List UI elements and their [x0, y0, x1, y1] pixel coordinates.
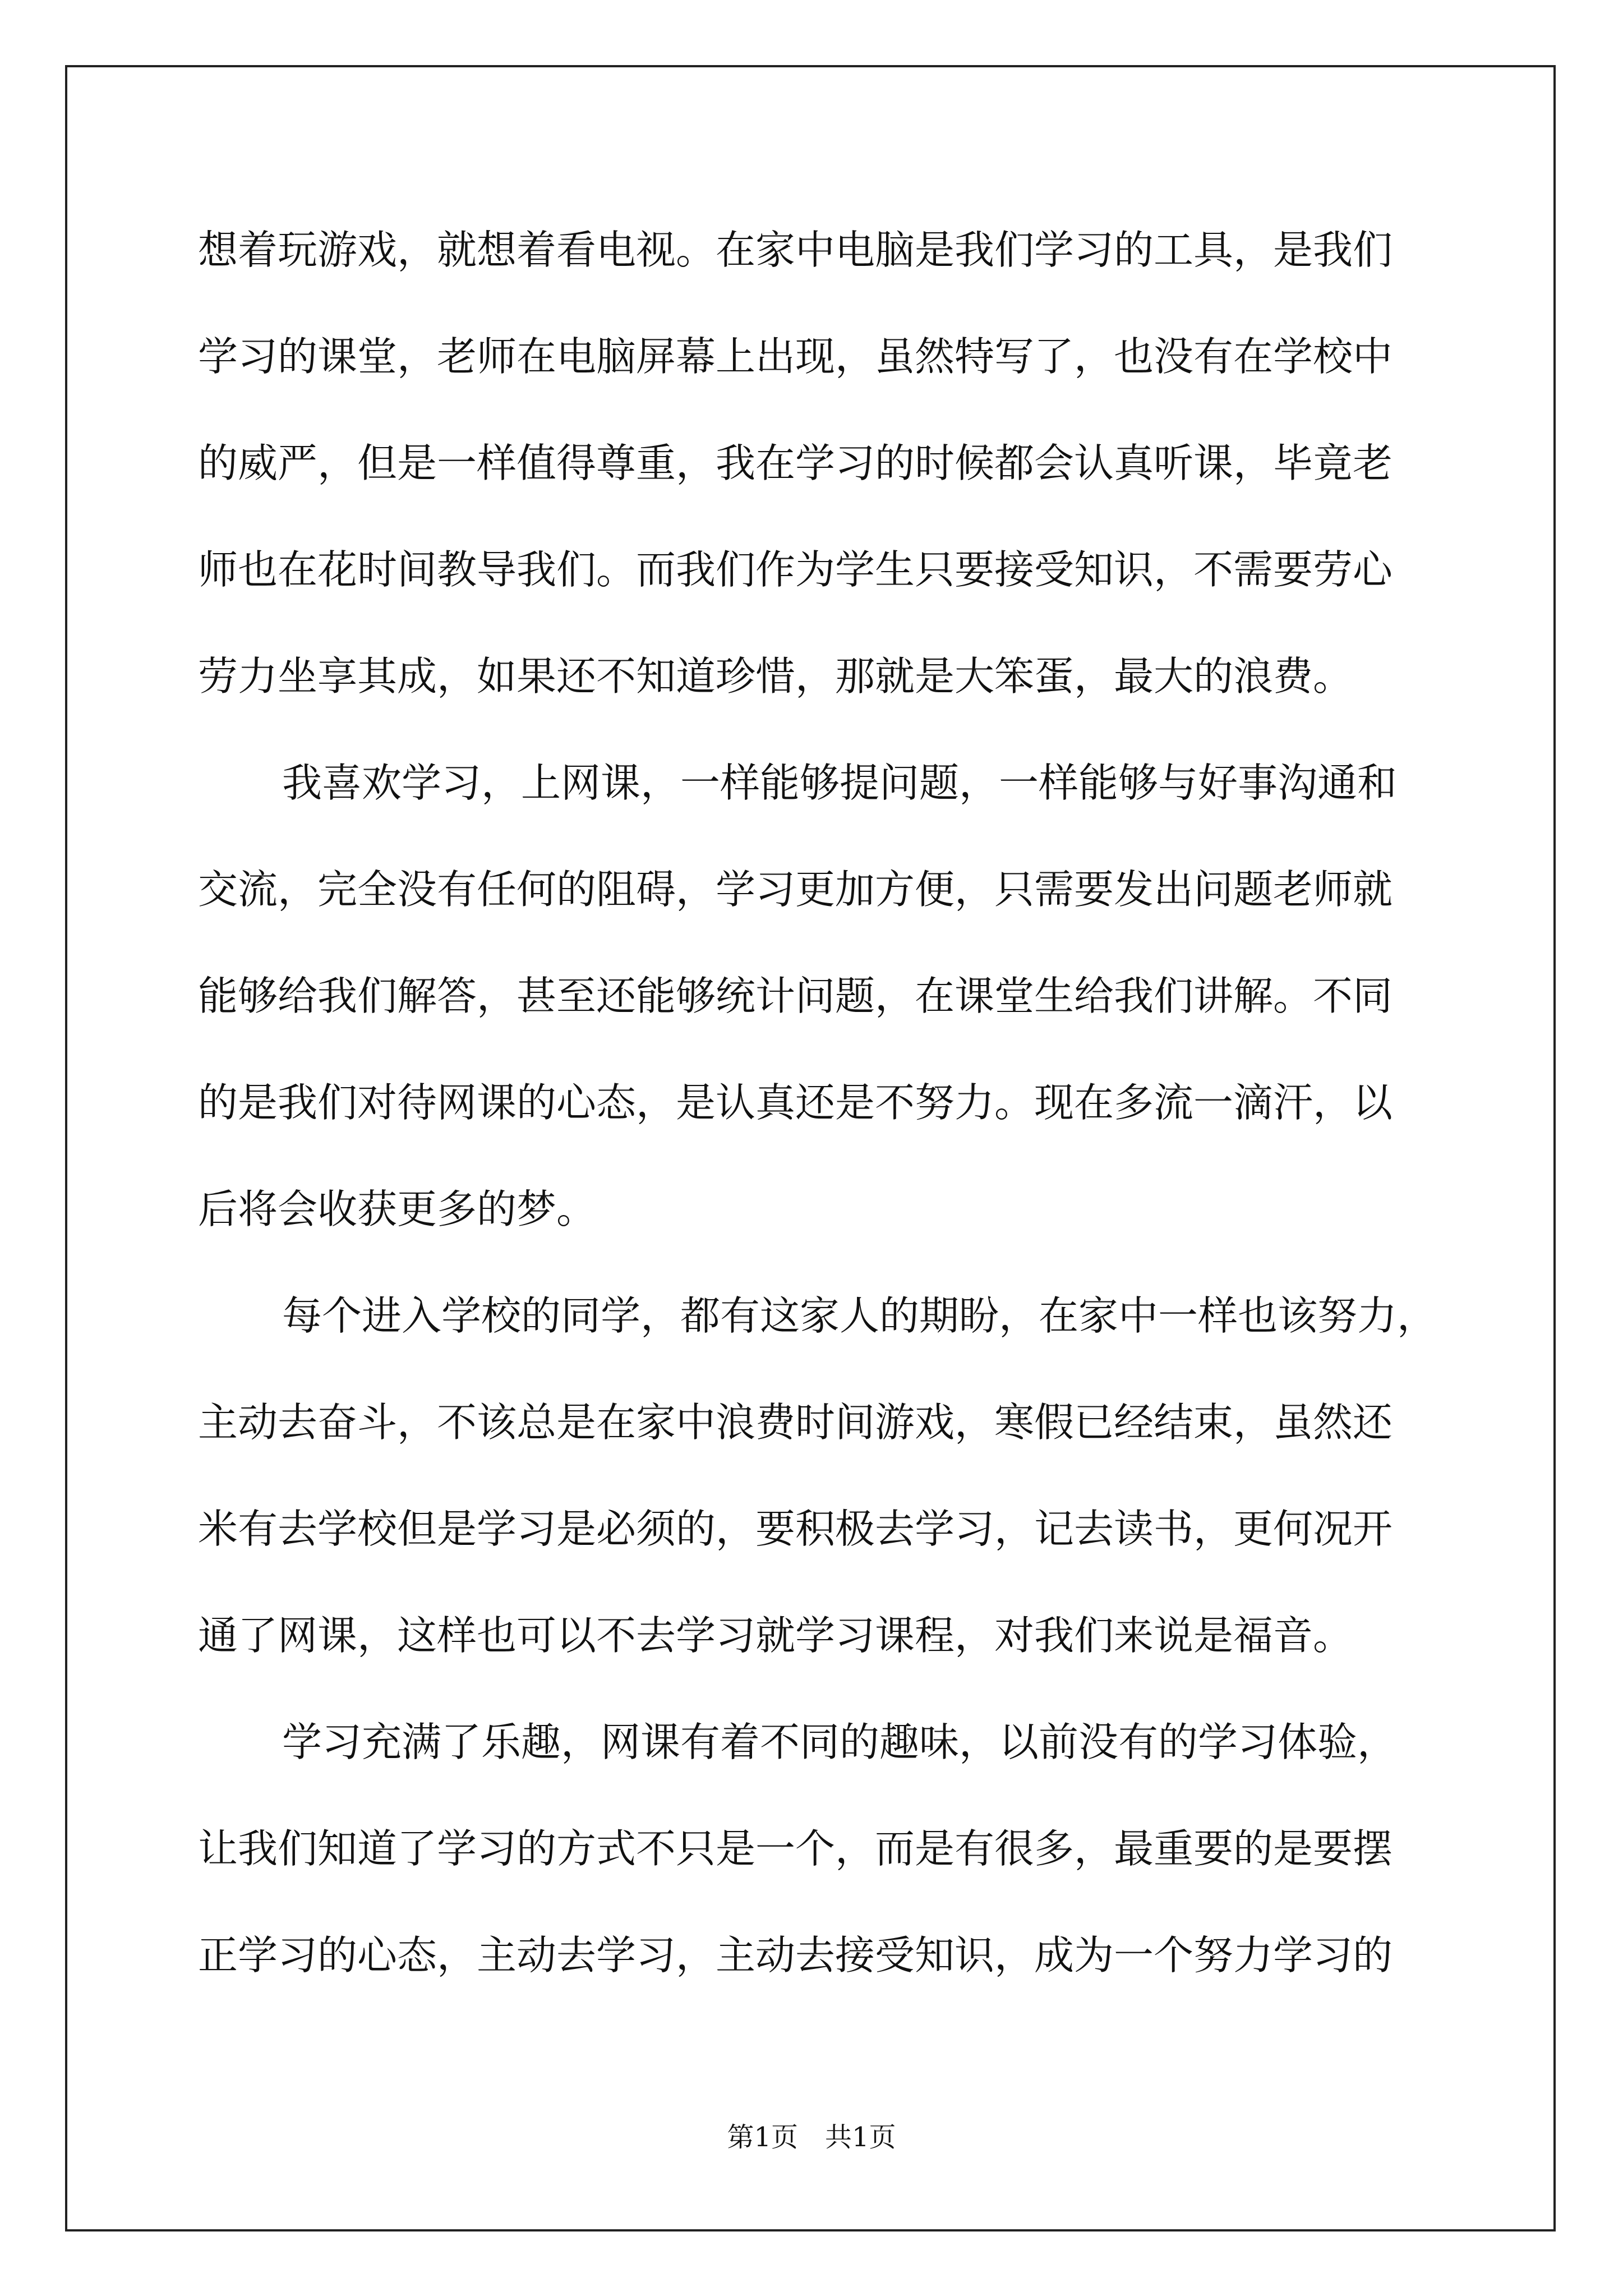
paragraph-start-line: 学习充满了乐趣，网课有着不同的趣味，以前没有的学习体验， — [282, 1719, 1398, 1765]
text-line: 主动去奋斗，不该总是在家中浪费时间游戏，寒假已经结束，虽然还 — [198, 1399, 1393, 1446]
paragraph-start-line: 我喜欢学习，上网课，一样能够提问题，一样能够与好事沟通和 — [282, 760, 1398, 806]
text-line: 的是我们对待网课的心态，是认真还是不努力。现在多流一滴汗，以 — [198, 1079, 1393, 1126]
page-footer — [0, 2120, 1623, 2154]
text-line: 学习的课堂，老师在电脑屏幕上出现，虽然特写了，也没有在学校中 — [198, 333, 1393, 380]
text-line: 劳力坐享其成，如果还不知道珍惜，那就是大笨蛋，最大的浪费。 — [198, 653, 1353, 700]
document-body — [198, 219, 1437, 2031]
text-line: 通了网课，这样也可以不去学习就学习课程，对我们来说是福音。 — [198, 1612, 1353, 1659]
page-number: 第1页 共1页 — [727, 2122, 896, 2153]
text-line: 的威严，但是一样值得尊重，我在学习的时候都会认真听课，毕竟老 — [198, 440, 1393, 486]
text-line: 米有去学校但是学习是必须的，要积极去学习，记去读书，更何况开 — [198, 1506, 1393, 1552]
text-line: 正学习的心态，主动去学习，主动去接受知识，成为一个努力学习的 — [198, 1932, 1393, 1978]
text-line: 师也在花时间教导我们。而我们作为学生只要接受知识，不需要劳心 — [198, 546, 1393, 593]
text-line: 后将会收获更多的梦。 — [198, 1186, 597, 1232]
text-line: 交流，完全没有任何的阻碍，学习更加方便，只需要发出问题老师就 — [198, 866, 1393, 913]
text-line: 想着玩游戏，就想着看电视。在家中电脑是我们学习的工具，是我们 — [198, 227, 1393, 273]
text-line: 让我们知道了学习的方式不只是一个，而是有很多，最重要的是要摆 — [198, 1825, 1393, 1872]
paragraph-start-line: 每个进入学校的同学，都有这家人的期盼，在家中一样也该努力， — [282, 1292, 1437, 1339]
text-line: 能够给我们解答，甚至还能够统计问题，在课堂生给我们讲解。不同 — [198, 973, 1393, 1019]
